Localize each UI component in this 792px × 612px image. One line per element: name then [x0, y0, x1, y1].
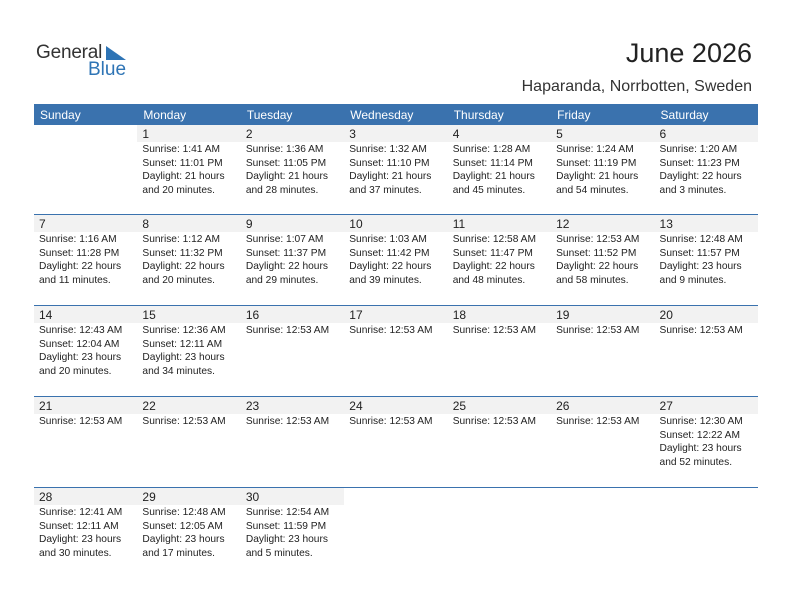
day-info: [551, 414, 654, 429]
weekday-header: Wednesday: [344, 104, 447, 125]
day-number: 28: [34, 488, 137, 505]
sunrise-text: Sunrise: 12:30 AM: [659, 416, 743, 427]
day-info: [137, 142, 240, 197]
daylight-text: Daylight: 22 hours: [556, 261, 639, 272]
day-cell: [448, 215, 551, 306]
day-number: 10: [344, 215, 447, 232]
day-number: 5: [551, 125, 654, 142]
sunrise-text: Sunrise: 12:53 AM: [142, 416, 226, 427]
empty-day-cell: [551, 488, 654, 579]
sunset-text: Sunset: 12:04 AM: [39, 338, 120, 350]
weekday-header-row: [34, 104, 758, 125]
weekday-header: Monday: [137, 104, 240, 125]
day-cell: [34, 215, 137, 306]
day-number: 27: [655, 397, 758, 414]
day-info: [655, 142, 758, 197]
sunset-text: Sunset: 11:23 PM: [659, 157, 740, 169]
day-cell: [34, 397, 137, 488]
day-number: 1: [137, 125, 240, 142]
sunset-text: Sunset: 11:59 PM: [245, 520, 327, 532]
daylight-minutes-text: and 11 minutes.: [39, 274, 111, 286]
week-row: [34, 125, 758, 215]
sunrise-text: Sunrise: 1:32 AM: [349, 144, 427, 155]
logo-text-general: General: [36, 42, 103, 63]
sunset-text: Sunset: 11:28 PM: [39, 247, 120, 259]
day-cell: [137, 397, 240, 488]
day-info: [344, 142, 447, 197]
daylight-text: Daylight: 23 hours: [245, 534, 328, 545]
day-cell: [137, 215, 240, 306]
sunset-text: Sunset: 11:37 PM: [245, 247, 327, 259]
sunset-text: Sunset: 11:52 PM: [556, 247, 637, 259]
daylight-text: Daylight: 21 hours: [452, 171, 535, 182]
sunrise-text: Sunrise: 12:53 AM: [556, 416, 640, 427]
day-cell: [448, 397, 551, 488]
daylight-minutes-text: and 37 minutes.: [349, 184, 422, 196]
day-number: 21: [34, 397, 137, 414]
sunset-text: Sunset: 11:57 PM: [659, 247, 740, 259]
sunset-text: Sunset: 12:11 AM: [142, 338, 223, 350]
day-info: [137, 414, 240, 429]
daylight-minutes-text: and 20 minutes.: [142, 184, 215, 196]
sunset-text: Sunset: 11:01 PM: [142, 157, 223, 169]
day-cell: [34, 306, 137, 397]
daylight-minutes-text: and 52 minutes.: [659, 456, 733, 468]
sunrise-text: Sunrise: 1:41 AM: [142, 144, 221, 155]
sunrise-text: Sunrise: 12:43 AM: [39, 325, 123, 336]
day-cell: [551, 125, 654, 215]
calendar-title: June 2026: [625, 38, 752, 68]
day-info: [34, 232, 137, 287]
day-cell: [655, 397, 758, 488]
day-cell: [448, 125, 551, 215]
daylight-minutes-text: and 39 minutes.: [349, 274, 422, 286]
sunrise-text: Sunrise: 12:53 AM: [349, 325, 433, 336]
daylight-minutes-text: and 3 minutes.: [659, 184, 727, 196]
day-number: 4: [448, 125, 551, 142]
day-info: [448, 323, 551, 338]
day-info: [551, 142, 654, 197]
day-info: [241, 505, 344, 560]
daylight-text: Daylight: 23 hours: [39, 352, 122, 363]
day-number: 24: [344, 397, 447, 414]
day-cell: [344, 125, 447, 215]
sunrise-text: Sunrise: 1:28 AM: [452, 144, 531, 155]
week-row: [34, 215, 758, 306]
day-cell: [241, 397, 344, 488]
daylight-text: Daylight: 22 hours: [245, 261, 328, 272]
sunrise-text: Sunrise: 1:24 AM: [556, 144, 634, 155]
sunrise-text: Sunrise: 1:03 AM: [349, 234, 427, 245]
sunset-text: Sunset: 11:47 PM: [452, 247, 533, 259]
day-number: 17: [344, 306, 447, 323]
day-cell: [137, 488, 240, 579]
daylight-text: Daylight: 23 hours: [659, 261, 742, 272]
day-info: [655, 232, 758, 287]
empty-day-cell: [344, 488, 447, 579]
day-number: 13: [655, 215, 758, 232]
sunrise-text: Sunrise: 12:48 AM: [142, 507, 226, 518]
day-number: 8: [137, 215, 240, 232]
week-row: [34, 306, 758, 397]
day-info: [448, 414, 551, 429]
sunrise-text: Sunrise: 12:41 AM: [39, 507, 123, 518]
sunset-text: Sunset: 11:32 PM: [142, 247, 223, 259]
sunrise-text: Sunrise: 12:53 AM: [659, 325, 743, 336]
sunrise-text: Sunrise: 12:53 AM: [452, 325, 536, 336]
day-number: 14: [34, 306, 137, 323]
day-info: [241, 323, 344, 338]
day-info: [34, 505, 137, 560]
daylight-minutes-text: and 20 minutes.: [39, 365, 112, 377]
day-cell: [655, 125, 758, 215]
weekday-header: Tuesday: [241, 104, 344, 125]
day-info: [241, 414, 344, 429]
sunrise-text: Sunrise: 1:20 AM: [659, 144, 738, 155]
daylight-text: Daylight: 23 hours: [659, 443, 742, 454]
day-cell: [448, 306, 551, 397]
day-info: [137, 505, 240, 560]
day-number: 23: [241, 397, 344, 414]
day-info: [137, 232, 240, 287]
daylight-minutes-text: and 5 minutes.: [245, 547, 313, 559]
day-cell: [655, 215, 758, 306]
sunset-text: Sunset: 11:05 PM: [245, 157, 327, 169]
day-info: [344, 232, 447, 287]
daylight-text: Daylight: 21 hours: [142, 171, 225, 182]
day-number: 3: [344, 125, 447, 142]
day-number: 18: [448, 306, 551, 323]
day-cell: [34, 488, 137, 579]
calendar-location: Haparanda, Norrbotten, Sweden: [521, 78, 752, 95]
day-number: 12: [551, 215, 654, 232]
sunset-text: Sunset: 11:10 PM: [349, 157, 430, 169]
sunset-text: Sunset: 11:19 PM: [556, 157, 637, 169]
sunrise-text: Sunrise: 12:53 AM: [556, 234, 640, 245]
day-info: [551, 232, 654, 287]
day-info: [137, 323, 240, 378]
day-cell: [241, 125, 344, 215]
day-cell: [137, 306, 240, 397]
sunrise-text: Sunrise: 1:12 AM: [142, 234, 221, 245]
sunset-text: Sunset: 11:42 PM: [349, 247, 430, 259]
day-number: 6: [655, 125, 758, 142]
daylight-text: Daylight: 22 hours: [659, 171, 742, 182]
daylight-minutes-text: and 58 minutes.: [556, 274, 629, 286]
day-cell: [344, 215, 447, 306]
sunrise-text: Sunrise: 1:36 AM: [245, 144, 324, 155]
sunrise-text: Sunrise: 1:16 AM: [39, 234, 117, 245]
sunrise-text: Sunrise: 12:53 AM: [39, 416, 123, 427]
day-cell: [344, 397, 447, 488]
generalblue-logo: [36, 42, 136, 82]
day-number: 9: [241, 215, 344, 232]
day-number: 26: [551, 397, 654, 414]
daylight-text: Daylight: 23 hours: [39, 534, 122, 545]
week-row: [34, 488, 758, 579]
sunrise-text: Sunrise: 12:53 AM: [349, 416, 433, 427]
weekday-header: Thursday: [448, 104, 551, 125]
day-info: [34, 323, 137, 378]
day-number: 11: [448, 215, 551, 232]
day-cell: [344, 306, 447, 397]
day-number: 15: [137, 306, 240, 323]
sunset-text: Sunset: 12:11 AM: [39, 520, 119, 532]
day-info: [344, 414, 447, 429]
daylight-text: Daylight: 22 hours: [349, 261, 432, 272]
daylight-minutes-text: and 17 minutes.: [142, 547, 215, 559]
day-info: [344, 323, 447, 338]
daylight-text: Daylight: 21 hours: [245, 171, 328, 182]
sunrise-text: Sunrise: 12:53 AM: [245, 325, 330, 336]
week-row: [34, 397, 758, 488]
day-cell: [241, 306, 344, 397]
day-info: [655, 323, 758, 338]
sunrise-text: Sunrise: 12:53 AM: [556, 325, 640, 336]
empty-day-cell: [34, 125, 137, 215]
day-info: [448, 232, 551, 287]
day-number: 25: [448, 397, 551, 414]
daylight-minutes-text: and 20 minutes.: [142, 274, 215, 286]
day-number: 30: [241, 488, 344, 505]
day-cell: [655, 306, 758, 397]
day-info: [241, 232, 344, 287]
day-cell: [551, 306, 654, 397]
sunrise-text: Sunrise: 12:48 AM: [659, 234, 743, 245]
empty-day-cell: [655, 488, 758, 579]
sunrise-text: Sunrise: 12:53 AM: [452, 416, 536, 427]
sunset-text: Sunset: 11:14 PM: [452, 157, 533, 169]
daylight-minutes-text: and 48 minutes.: [452, 274, 526, 286]
day-number: 7: [34, 215, 137, 232]
day-number: 2: [241, 125, 344, 142]
sunrise-text: Sunrise: 12:36 AM: [142, 325, 226, 336]
day-info: [551, 323, 654, 338]
day-cell: [137, 125, 240, 215]
daylight-minutes-text: and 29 minutes.: [245, 274, 319, 286]
logo-text-blue: Blue: [88, 59, 127, 80]
sunset-text: Sunset: 12:05 AM: [142, 520, 223, 532]
daylight-text: Daylight: 23 hours: [142, 352, 225, 363]
daylight-text: Daylight: 22 hours: [39, 261, 122, 272]
sunrise-text: Sunrise: 1:07 AM: [245, 234, 324, 245]
daylight-text: Daylight: 21 hours: [349, 171, 432, 182]
daylight-minutes-text: and 34 minutes.: [142, 365, 215, 377]
day-info: [241, 142, 344, 197]
empty-day-cell: [448, 488, 551, 579]
daylight-minutes-text: and 45 minutes.: [452, 184, 526, 196]
day-cell: [241, 488, 344, 579]
day-number: 16: [241, 306, 344, 323]
day-info: [448, 142, 551, 197]
daylight-minutes-text: and 28 minutes.: [245, 184, 319, 196]
daylight-minutes-text: and 54 minutes.: [556, 184, 629, 196]
day-number: 22: [137, 397, 240, 414]
daylight-text: Daylight: 21 hours: [556, 171, 639, 182]
sunrise-text: Sunrise: 12:53 AM: [245, 416, 330, 427]
weekday-header: Sunday: [34, 104, 137, 125]
daylight-text: Daylight: 22 hours: [452, 261, 535, 272]
calendar-grid: [34, 104, 758, 578]
daylight-minutes-text: and 9 minutes.: [659, 274, 727, 286]
weekday-header: Saturday: [655, 104, 758, 125]
logo-flag-icon: [106, 46, 126, 60]
day-number: 19: [551, 306, 654, 323]
daylight-text: Daylight: 22 hours: [142, 261, 225, 272]
daylight-text: Daylight: 23 hours: [142, 534, 225, 545]
sunrise-text: Sunrise: 12:54 AM: [245, 507, 330, 518]
sunrise-text: Sunrise: 12:58 AM: [452, 234, 536, 245]
day-cell: [241, 215, 344, 306]
day-number: 20: [655, 306, 758, 323]
daylight-minutes-text: and 30 minutes.: [39, 547, 112, 559]
day-number: 29: [137, 488, 240, 505]
day-info: [34, 414, 137, 429]
day-cell: [551, 397, 654, 488]
sunset-text: Sunset: 12:22 AM: [659, 429, 740, 441]
weekday-header: Friday: [551, 104, 654, 125]
day-cell: [551, 215, 654, 306]
day-info: [655, 414, 758, 469]
